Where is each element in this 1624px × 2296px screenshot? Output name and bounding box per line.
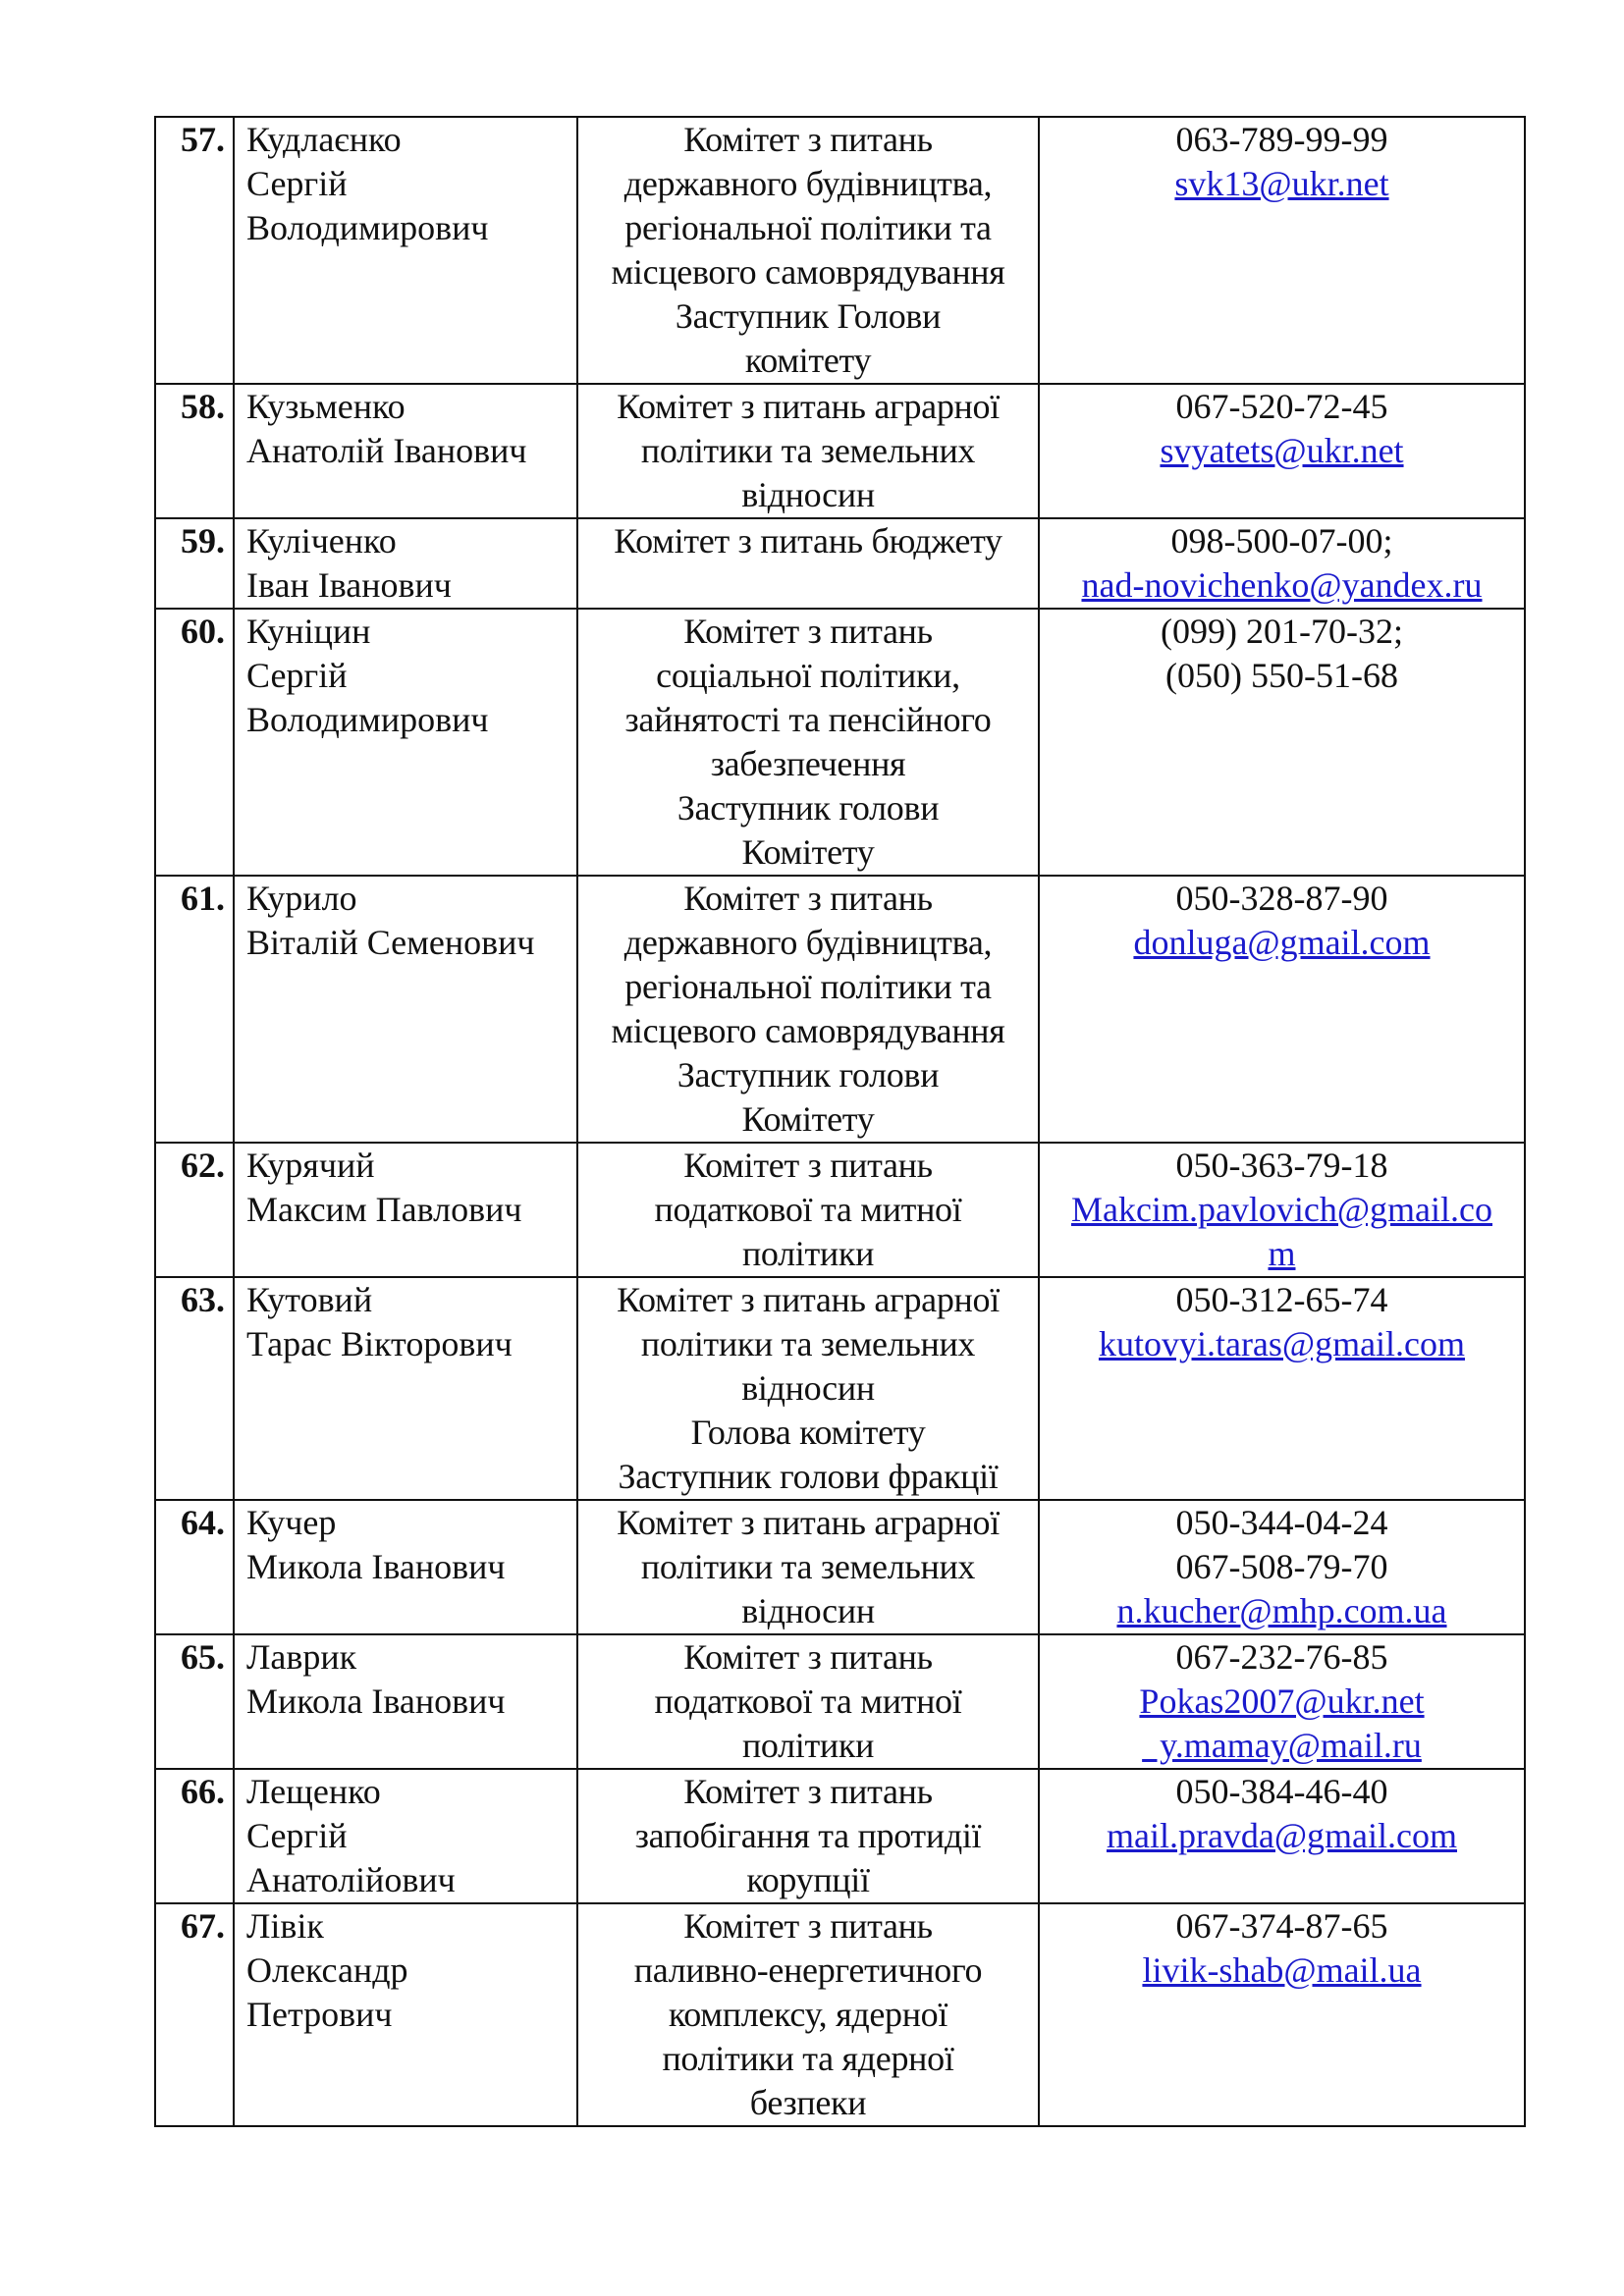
committee-line: Комітет з питань (683, 1906, 933, 1946)
email-line (1040, 1188, 1524, 1232)
committee-line: Комітет з питань (683, 1637, 933, 1677)
deputy-name-line: Петрович (246, 1995, 393, 2034)
row-number: 59. (155, 518, 234, 609)
contact-cell (1039, 117, 1525, 384)
email-line (1040, 1814, 1524, 1858)
contact-cell (1039, 609, 1525, 876)
deputy-name-line: Куліченко (246, 521, 397, 561)
deputy-name-cell (234, 1277, 577, 1500)
committee-cell (577, 876, 1039, 1143)
phone-number: (050) 550-51-68 (1165, 656, 1398, 695)
committee-line: державного будівництва, (623, 164, 993, 203)
table-row (155, 609, 1525, 876)
committee-cell (577, 1143, 1039, 1277)
email-link[interactable]: donluga@gmail.com (1133, 923, 1431, 962)
committee-line: податкової та митної (654, 1190, 962, 1229)
row-number: 62. (155, 1143, 234, 1277)
phone-number: 067-508-79-70 (1175, 1547, 1388, 1586)
table-row (155, 1769, 1525, 1903)
deputy-name-cell (234, 384, 577, 518)
phone-number: 067-232-76-85 (1175, 1637, 1388, 1677)
email-link[interactable]: Makcim.pavlovich@gmail.co (1070, 1190, 1493, 1229)
deputy-name-cell (234, 609, 577, 876)
committee-line: політики та земельних (640, 1324, 976, 1363)
committee-line: місцевого самоврядування (611, 1011, 1005, 1050)
contact-cell (1039, 518, 1525, 609)
deputy-name-line: Анатолій Іванович (246, 431, 527, 470)
deputy-name-line: Сергій (246, 164, 348, 203)
deputy-name-cell (234, 117, 577, 384)
contact-cell (1039, 384, 1525, 518)
phone-number: 050-363-79-18 (1175, 1146, 1388, 1185)
committee-cell (577, 1769, 1039, 1903)
email-line (1040, 1322, 1524, 1366)
committee-line: Заступник голови (677, 788, 940, 828)
deputy-name-line: Володимирович (246, 208, 489, 247)
phone-number: (099) 201-70-32; (1161, 612, 1403, 651)
committee-line: місцевого самоврядування (611, 252, 1005, 292)
committee-line: політики та земельних (640, 431, 976, 470)
committee-cell (577, 117, 1039, 384)
email-line (1040, 1949, 1524, 1993)
deputy-name-line: Анатолійович (246, 1860, 456, 1899)
committee-line: комітету (744, 341, 872, 380)
committee-line: Комітет з питань (683, 120, 933, 159)
deputies-contact-table (154, 116, 1526, 2127)
committee-line: регіональної політики та (624, 967, 992, 1006)
deputy-name-line: Кутовий (246, 1280, 373, 1319)
committee-line: Комітет з питань бюджету (614, 521, 1002, 561)
committee-cell (577, 1903, 1039, 2126)
email-line (1040, 1589, 1524, 1633)
contact-cell (1039, 1277, 1525, 1500)
committee-line: Заступник голови (677, 1055, 940, 1095)
email-line (1040, 1232, 1524, 1276)
contact-cell (1039, 1903, 1525, 2126)
deputy-name-line: Іван Іванович (246, 565, 452, 605)
committee-line: відносин (741, 1591, 875, 1630)
email-link[interactable]: livik-shab@mail.ua (1142, 1950, 1422, 1990)
phone-number: 050-384-46-40 (1175, 1772, 1388, 1811)
row-number: 58. (155, 384, 234, 518)
deputy-name-line: Віталій Семенович (246, 923, 535, 962)
email-line (1040, 1680, 1524, 1724)
committee-line: регіональної політики та (624, 208, 992, 247)
deputy-name-line: Куніцин (246, 612, 371, 651)
email-link[interactable]: svyatets@ukr.net (1160, 431, 1404, 470)
table-row (155, 384, 1525, 518)
row-number: 66. (155, 1769, 234, 1903)
row-number: 65. (155, 1634, 234, 1769)
committee-line: корупції (746, 1860, 870, 1899)
committee-line: безпеки (749, 2083, 867, 2122)
table-row (155, 1903, 1525, 2126)
committee-line: політики (741, 1726, 875, 1765)
phone-number: 067-520-72-45 (1175, 387, 1388, 426)
committee-line: Комітет з питань аграрної (617, 1503, 1000, 1542)
committee-cell (577, 518, 1039, 609)
deputy-name-line: Максим Павлович (246, 1190, 522, 1229)
email-link[interactable]: mail.pravda@gmail.com (1106, 1816, 1458, 1855)
deputy-name-cell (234, 1903, 577, 2126)
committee-line: Комітету (741, 1099, 875, 1139)
deputy-name-cell (234, 1143, 577, 1277)
committee-line: соціальної політики, (656, 656, 960, 695)
deputy-name-line: Тарас Вікторович (246, 1324, 513, 1363)
deputy-name-cell (234, 1500, 577, 1634)
committee-line: Комітет з питань (683, 879, 933, 918)
committee-line: паливно-енергетичного (633, 1950, 983, 1990)
deputy-name-line: Лаврик (246, 1637, 357, 1677)
committee-line: Комітет з питань (683, 1146, 933, 1185)
committee-line: відносин (741, 1368, 875, 1408)
contact-cell (1039, 1769, 1525, 1903)
deputy-name-line: Олександр (246, 1950, 408, 1990)
phone-number: 050-344-04-24 (1175, 1503, 1388, 1542)
table-row (155, 876, 1525, 1143)
committee-line: Голова комітету (690, 1413, 926, 1452)
committee-cell (577, 384, 1039, 518)
committee-line: державного будівництва, (623, 923, 993, 962)
deputy-name-cell (234, 1769, 577, 1903)
deputy-name-line: Кудлаєнко (246, 120, 402, 159)
deputy-name-line: Кузьменко (246, 387, 406, 426)
row-number: 63. (155, 1277, 234, 1500)
contact-cell (1039, 876, 1525, 1143)
email-line (1040, 921, 1524, 965)
deputy-name-line: Сергій (246, 1816, 348, 1855)
committee-line: комплексу, ядерної (668, 1995, 948, 2034)
committee-line: податкової та митної (654, 1682, 962, 1721)
committee-line: запобігання та протидії (634, 1816, 982, 1855)
email-link[interactable]: Pokas2007@ukr.net (1139, 1682, 1425, 1721)
committee-line: Комітету (741, 832, 875, 872)
table-body (155, 117, 1525, 2126)
email-link[interactable]: n.kucher@mhp.com.ua (1116, 1591, 1447, 1630)
email-line (1040, 1724, 1524, 1768)
contact-cell (1039, 1634, 1525, 1769)
deputy-name-cell (234, 1634, 577, 1769)
contact-cell (1039, 1143, 1525, 1277)
phone-number: 067-374-87-65 (1175, 1906, 1388, 1946)
deputy-name-line: Микола Іванович (246, 1682, 506, 1721)
email-line (1040, 563, 1524, 608)
committee-line: політики (741, 1234, 875, 1273)
committee-line: політики та ядерної (662, 2039, 954, 2078)
deputy-name-cell (234, 518, 577, 609)
row-number: 57. (155, 117, 234, 384)
table-row (155, 117, 1525, 384)
phone-number: 050-328-87-90 (1175, 879, 1388, 918)
committee-line: політики та земельних (640, 1547, 976, 1586)
committee-line: Комітет з питань (683, 612, 933, 651)
email-line (1040, 162, 1524, 206)
email-link[interactable]: m (1268, 1234, 1296, 1273)
table-row (155, 1277, 1525, 1500)
committee-cell (577, 1500, 1039, 1634)
deputy-name-line: Сергій (246, 656, 348, 695)
committee-line: Комітет з питань (683, 1772, 933, 1811)
table-row (155, 1143, 1525, 1277)
deputy-name-line: Володимирович (246, 700, 489, 739)
committee-line: Комітет з питань аграрної (617, 387, 1000, 426)
table-row (155, 1634, 1525, 1769)
email-line (1040, 429, 1524, 473)
table-row (155, 1500, 1525, 1634)
deputy-name-line: Кучер (246, 1503, 337, 1542)
table-row (155, 518, 1525, 609)
email-link[interactable]: nad-novichenko@yandex.ru (1081, 565, 1483, 605)
committee-line: відносин (741, 475, 875, 514)
contact-cell (1039, 1500, 1525, 1634)
email-link[interactable]: svk13@ukr.net (1174, 164, 1389, 203)
committee-cell (577, 609, 1039, 876)
deputy-name-line: Лівік (246, 1906, 324, 1946)
deputy-name-cell (234, 876, 577, 1143)
phone-number: 098-500-07-00; (1170, 521, 1393, 561)
row-number: 67. (155, 1903, 234, 2126)
deputy-name-line: Курило (246, 879, 357, 918)
committee-line: зайнятості та пенсійного (624, 700, 992, 739)
committee-line: Заступник голови фракції (618, 1457, 999, 1496)
row-number: 61. (155, 876, 234, 1143)
email-link[interactable]: y.mamay@mail.ru (1142, 1726, 1422, 1765)
committee-cell (577, 1634, 1039, 1769)
email-link[interactable]: kutovyi.taras@gmail.com (1098, 1324, 1466, 1363)
committee-line: забезпечення (710, 744, 906, 783)
row-number: 60. (155, 609, 234, 876)
deputy-name-line: Курячий (246, 1146, 375, 1185)
phone-number: 050-312-65-74 (1175, 1280, 1388, 1319)
committee-cell (577, 1277, 1039, 1500)
deputy-name-line: Лещенко (246, 1772, 381, 1811)
phone-number: 063-789-99-99 (1175, 120, 1388, 159)
committee-line: Комітет з питань аграрної (617, 1280, 1000, 1319)
committee-line: Заступник Голови (675, 296, 942, 336)
deputy-name-line: Микола Іванович (246, 1547, 506, 1586)
row-number: 64. (155, 1500, 234, 1634)
